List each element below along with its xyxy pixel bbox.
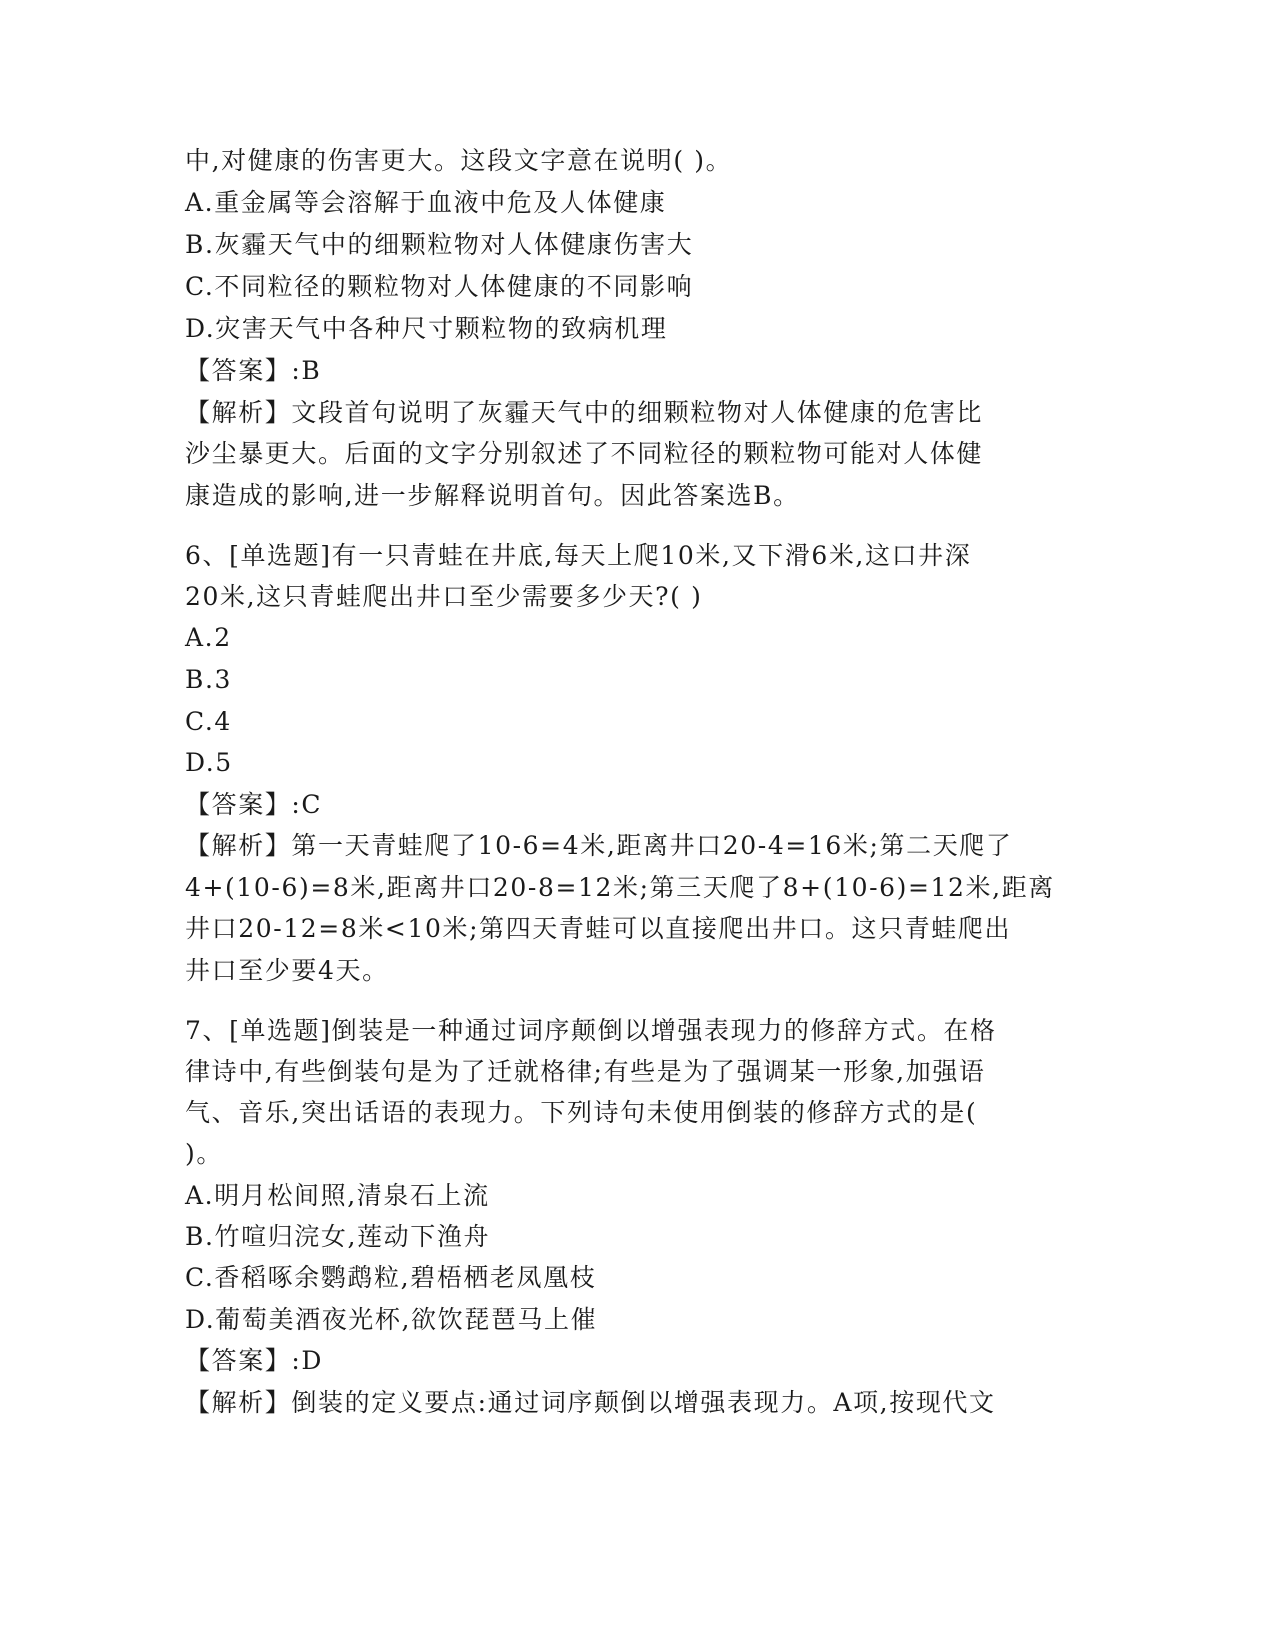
q5-option-b: B.灰霾天气中的细颗粒物对人体健康伤害大 <box>185 230 694 259</box>
q6-analysis-line: 井口20-12=8米<10米;第四天青蛙可以直接爬出井口。这只青蛙爬出 <box>185 914 1012 943</box>
q5-analysis-line: 【解析】文段首句说明了灰霾天气中的细颗粒物对人体健康的危害比 <box>185 398 984 427</box>
q5-answer: 【答案】:B <box>185 356 322 385</box>
q7-stem-line: 7、[单选题]倒装是一种通过词序颠倒以增强表现力的修辞方式。在格 <box>185 1016 997 1045</box>
q7-option-c: C.香稻啄余鹦鹉粒,碧梧栖老凤凰枝 <box>185 1263 597 1292</box>
q6-option-c: C.4 <box>185 707 232 736</box>
q6-analysis-line: 井口至少要4天。 <box>185 956 389 985</box>
q7-stem-line: 气、音乐,突出话语的表现力。下列诗句未使用倒装的修辞方式的是( <box>185 1098 978 1127</box>
q6-answer: 【答案】:C <box>185 790 323 819</box>
q7-option-d: D.葡萄美酒夜光杯,欲饮琵琶马上催 <box>185 1305 598 1334</box>
q6-stem-line: 6、[单选题]有一只青蛙在井底,每天上爬10米,又下滑6米,这口井深 <box>185 541 972 570</box>
q5-option-c: C.不同粒径的颗粒物对人体健康的不同影响 <box>185 272 694 301</box>
q6-option-d: D.5 <box>185 748 233 777</box>
q7-answer: 【答案】:D <box>185 1346 324 1375</box>
q5-stem-end: 中,对健康的伤害更大。这段文字意在说明( )。 <box>185 146 733 175</box>
q6-analysis-line: 【解析】第一天青蛙爬了10-6=4米,距离井口20-4=16米;第二天爬了 <box>185 831 1013 860</box>
q7-option-b: B.竹喧归浣女,莲动下渔舟 <box>185 1222 491 1251</box>
q5-option-a: A.重金属等会溶解于血液中危及人体健康 <box>185 188 667 217</box>
q7-analysis-line: 【解析】倒装的定义要点:通过词序颠倒以增强表现力。A项,按现代文 <box>185 1388 996 1417</box>
q7-option-a: A.明月松间照,清泉石上流 <box>185 1181 490 1210</box>
q7-stem-line: )。 <box>185 1139 223 1168</box>
q6-analysis-line: 4+(10-6)=8米,距离井口20-8=12米;第三天爬了8+(10-6)=12米,距离 <box>185 873 1055 902</box>
q6-stem-line: 20米,这只青蛙爬出井口至少需要多少天?( ) <box>185 582 703 611</box>
q6-option-a: A.2 <box>185 623 232 652</box>
q7-stem-line: 律诗中,有些倒装句是为了迁就格律;有些是为了强调某一形象,加强语 <box>185 1057 986 1086</box>
q5-option-d: D.灾害天气中各种尺寸颗粒物的致病机理 <box>185 314 668 343</box>
q5-analysis-line: 康造成的影响,进一步解释说明首句。因此答案选B。 <box>185 481 800 510</box>
q5-analysis-line: 沙尘暴更大。后面的文字分别叙述了不同粒径的颗粒物可能对人体健 <box>185 439 984 468</box>
q6-option-b: B.3 <box>185 665 233 694</box>
